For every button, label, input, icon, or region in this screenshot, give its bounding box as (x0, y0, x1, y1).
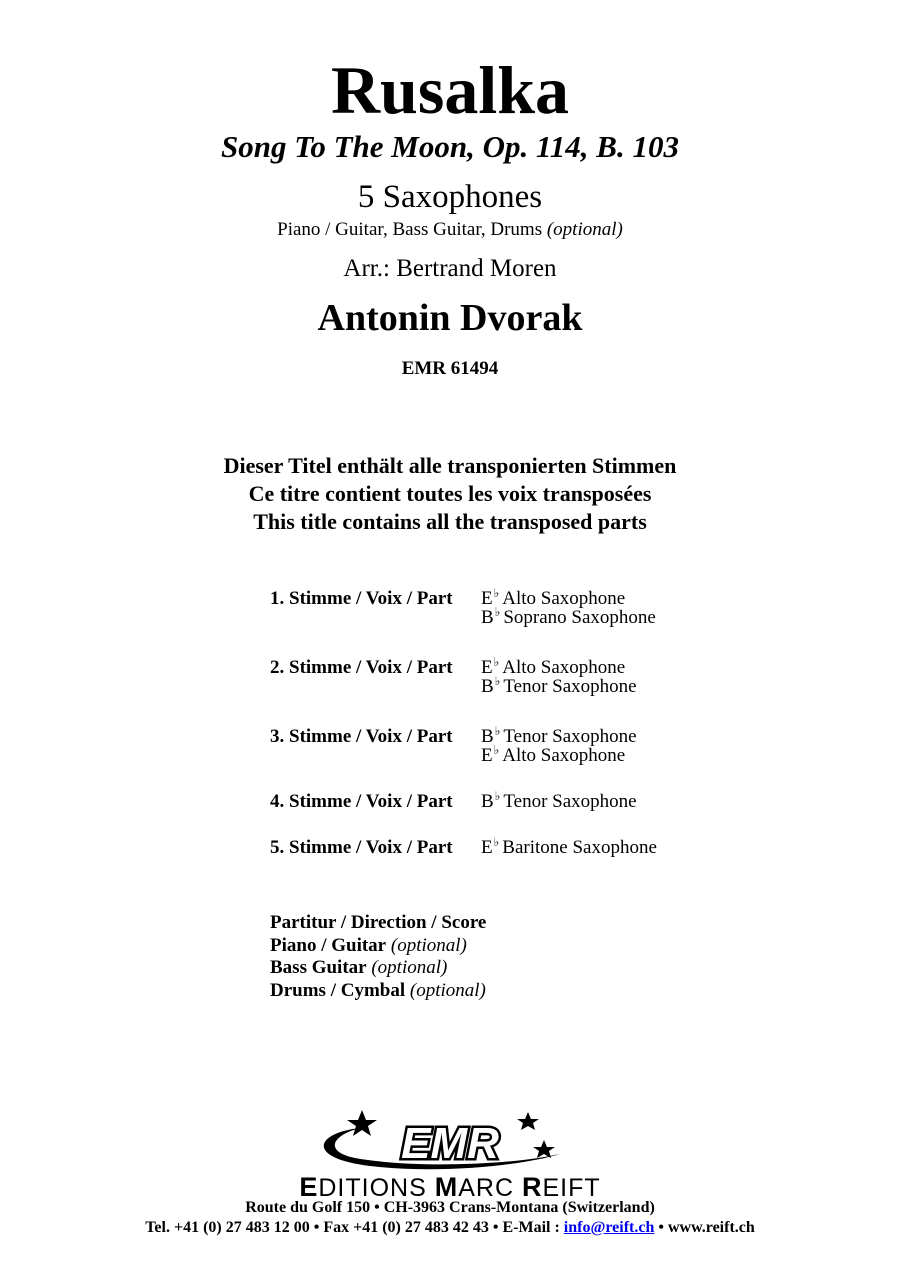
instrument-line (481, 724, 637, 747)
part-label: 5. Stimme / Voix / Part (270, 837, 453, 858)
part-instruments (481, 789, 637, 812)
flat-sign: ♭ (493, 835, 500, 849)
instrument-key: B (481, 726, 494, 747)
instrument-key: B (481, 676, 494, 697)
instrument-line (481, 655, 637, 678)
star-icon (517, 1112, 539, 1130)
email-link[interactable]: info@reift.ch (563, 1219, 655, 1236)
instrument-name: Tenor Saxophone (503, 676, 637, 697)
part-label: 3. Stimme / Voix / Part (270, 726, 453, 747)
instrument-line (481, 835, 657, 858)
instrument-line (481, 605, 656, 628)
flat-sign: ♭ (494, 674, 501, 688)
subtitle: Song To The Moon, Op. 114, B. 103 (221, 129, 679, 164)
additional-part-piano-guitar: Piano / Guitar (optional) (270, 934, 467, 956)
notice-french: Ce titre contient toutes les voix transposées (248, 481, 652, 506)
part-label: 4. Stimme / Voix / Part (270, 791, 453, 812)
instrument-name: Alto Saxophone (502, 588, 626, 609)
flat-sign: ♭ (494, 605, 501, 619)
additional-part-score: Partitur / Direction / Score (270, 912, 487, 933)
publisher-contact: Tel. +41 (0) 27 483 12 00 • Fax +41 (0) 27 483 42 43 • E-Mail : info@reift.ch • www.reift.ch (145, 1219, 755, 1236)
optional-instruments-note: (optional) (546, 219, 623, 240)
notice-german: Dieser Titel enthält alle transponierten Stimmen (223, 453, 677, 478)
composer: Antonin Dvorak (317, 297, 583, 339)
instrument-line (481, 743, 637, 766)
publisher-name: EDITIONS MARC REIFT (299, 1172, 601, 1202)
flat-sign: ♭ (493, 655, 500, 669)
instrument-line (481, 789, 637, 812)
part-instruments (481, 835, 657, 858)
instrument-name: Soprano Saxophone (503, 607, 656, 628)
instrument-name: Tenor Saxophone (503, 791, 637, 812)
flat-sign: ♭ (493, 586, 500, 600)
instrument-key: E (481, 837, 493, 858)
additional-part-bass-guitar: Bass Guitar (optional) (270, 957, 448, 978)
emr-logo (300, 1108, 600, 1174)
instrument-key: E (481, 588, 493, 609)
instrument-key: B (481, 791, 494, 812)
part-label: 2. Stimme / Voix / Part (270, 657, 453, 678)
flat-sign: ♭ (494, 789, 501, 803)
catalog-number: EMR 61494 (401, 358, 499, 379)
instrument-key: B (481, 607, 494, 628)
flat-sign: ♭ (493, 743, 500, 757)
optional-instruments-text: Piano / Guitar, Bass Guitar, Drums (277, 219, 543, 240)
instrument-line (481, 586, 656, 609)
instrument-key: E (481, 657, 493, 678)
instrument-key: E (481, 745, 493, 766)
flat-sign: ♭ (494, 724, 501, 738)
part-label: 1. Stimme / Voix / Part (270, 588, 453, 609)
part-instruments (481, 655, 637, 697)
title: Rusalka (330, 52, 570, 128)
instrument-name: Baritone Saxophone (502, 837, 657, 858)
star-icon (347, 1110, 377, 1136)
transposed-parts-notice (0, 452, 900, 536)
instrumentation: 5 Saxophones (357, 179, 543, 215)
part-instruments (481, 586, 656, 628)
instrument-name: Alto Saxophone (502, 657, 626, 678)
additional-parts-list (270, 912, 486, 1002)
optional-instruments (0, 218, 900, 242)
instrument-name: Tenor Saxophone (503, 726, 637, 747)
part-instruments (481, 724, 637, 766)
publisher-address: Route du Golf 150 • CH-3963 Crans-Montana (Switzerland) (245, 1199, 655, 1216)
logo-text: EMR (401, 1119, 499, 1168)
additional-part-drums: Drums / Cymbal (optional) (270, 979, 486, 1001)
instrument-line (481, 674, 637, 697)
star-icon (533, 1140, 555, 1158)
arranger: Arr.: Bertrand Moren (343, 255, 557, 282)
instrument-name: Alto Saxophone (502, 745, 626, 766)
notice-english: This title contains all the transposed parts (253, 509, 647, 534)
